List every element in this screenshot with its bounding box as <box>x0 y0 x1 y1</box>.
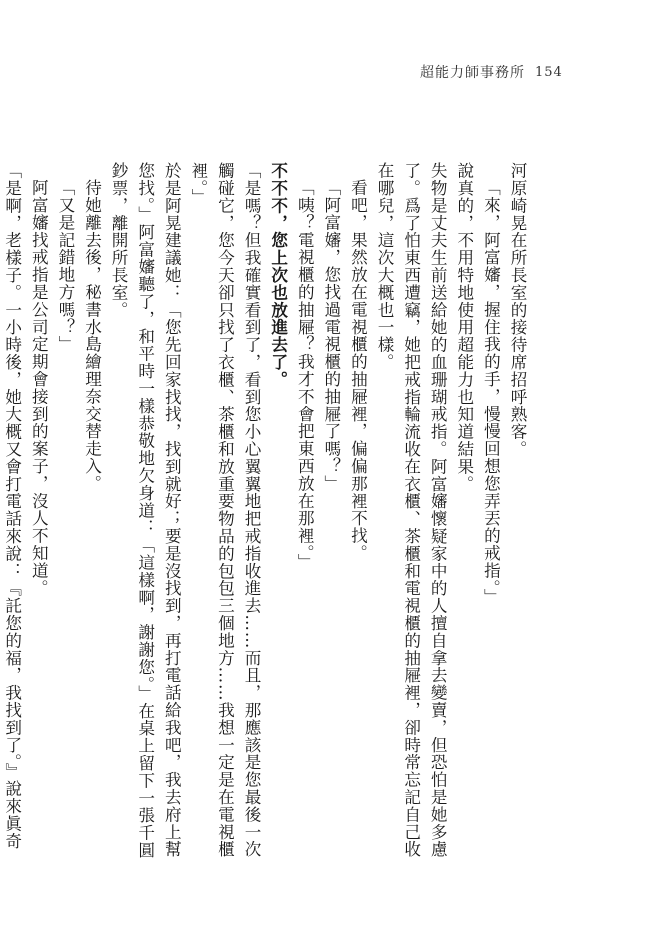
vertical-body-text <box>2 162 530 862</box>
paragraph-emphasis: 不不不，您上次也放進去了。 <box>268 162 288 389</box>
paragraph: 河原崎晃在所長室的接待席招呼熟客。 <box>508 162 527 458</box>
book-title: 超能力師事務所 <box>420 65 525 81</box>
paragraph: 「阿富嬸，您找過電視櫃的抽屜了嗎？」 <box>321 178 341 492</box>
paragraph: 待她離去後，秘書水島繪理奈交替走入。 <box>82 178 102 492</box>
running-header <box>420 60 630 84</box>
paragraph: 「是啊，老樣子。一小時後，她大概又會打電話來說：『託您的福，我找到了。』說來眞奇 <box>2 162 22 850</box>
page-number: 154 <box>535 64 563 80</box>
paragraph: 「來，阿富嬸，握住我的手，慢慢回想您弄丟的戒指。」 <box>481 178 501 606</box>
paragraph: 失物是丈夫生前送給她的血珊瑚戒指。阿富嬸懷疑家中的人擅自拿去變賣，但恐怕是她多慮了。爲了怕東西遭竊，她把戒指輪流收在衣櫃、茶櫃和電視櫃的抽屜裡，卻時常忘記自己收在哪兒，這次大概也一樣。 <box>375 162 448 858</box>
paragraph: 「咦？電視櫃的抽屜？我才不會把東西放在那裡。」 <box>295 178 315 571</box>
paragraph: 「是嗎？但我確實看到了，看到您小心翼翼地把戒指收進去……而且，那應該是您最後一次觸碰它，您今天卻只找了衣櫃、茶櫃和放重要物品的包包三個地方……我想一定是在電視櫃裡。」 <box>188 162 262 858</box>
paragraph: 於是阿晃建議她：「您先回家找找，找到就好；要是沒找到，再打電話給我吧，我去府上幫您找。」阿富嬸聽了，和平時一樣恭敬地欠身道：「這樣啊，謝謝您。」在桌上留下一張千圓鈔票，離開所長室。 <box>109 162 182 859</box>
paragraph: 說真的，不用特地使用超能力也知道結果。 <box>454 162 474 493</box>
paragraph: 阿富嬸找戒指是公司定期會接到的案子，沒人不知道。 <box>29 178 49 597</box>
paragraph: 看吧，果然放在電視櫃的抽屜裡，偏偏那裡不找。 <box>348 178 368 562</box>
paragraph: 「又是記錯地方嗎？」 <box>55 178 75 353</box>
